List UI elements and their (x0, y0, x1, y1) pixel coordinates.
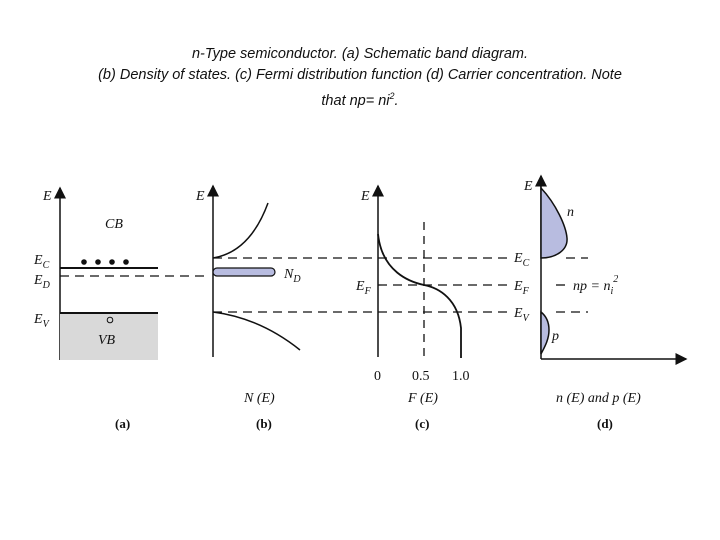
donor-electron (109, 259, 115, 265)
caption-line-2: (b) Density of states. (c) Fermi distribution function (d) Carrier concentration. Note (98, 67, 622, 83)
panel-a-band-diagram (33, 188, 160, 431)
panel-b-tag: (b) (256, 416, 272, 431)
panel-c-fermi-function (355, 186, 470, 431)
panel-d-ev-label: $E_V$ (514, 306, 529, 324)
tick-1-0: 1.0 (452, 369, 470, 384)
panel-d-carrier-concentration (513, 176, 686, 431)
cb-label: CB (105, 217, 123, 232)
panel-c-x-label: F (E) (408, 391, 438, 406)
conduction-dos-curve (213, 203, 268, 258)
electron-distribution-n (541, 188, 567, 258)
ed-label: $E_D$ (34, 273, 50, 291)
caption-line-1: n-Type semiconductor. (a) Schematic band diagram. (191, 46, 529, 62)
panel-b-axis-label: E (196, 189, 205, 204)
panel-b-density-of-states (195, 186, 301, 431)
panel-c-tag: (c) (415, 416, 430, 431)
donor-states-bar (213, 268, 275, 276)
panel-d-tag: (d) (597, 416, 613, 431)
ev-label: $E_V$ (34, 312, 49, 330)
fermi-dirac-curve (378, 234, 461, 358)
tick-0: 0 (374, 369, 381, 384)
panel-a-tag: (a) (115, 416, 131, 431)
panel-c-axis-label: E (361, 189, 370, 204)
panel-a-axis-label: E (43, 189, 52, 204)
vb-label: VB (98, 333, 116, 348)
ef-label: $E_F$ (356, 279, 371, 297)
panel-d-x-label: n (E) and p (E) (556, 391, 641, 406)
donor-electron (95, 259, 101, 265)
np-equation: np = $n_i^2$ (573, 274, 619, 297)
donor-electron (123, 259, 129, 265)
p-label: p (552, 329, 559, 344)
ec-label: $E_C$ (34, 253, 50, 271)
hole-distribution-p (541, 312, 549, 354)
nd-label: $N_D$ (284, 267, 301, 285)
panel-d-axis-label: E (524, 179, 533, 194)
caption-line-3: that $np= ni^2$. (321, 91, 399, 109)
tick-0-5: 0.5 (412, 369, 430, 384)
donor-electron (81, 259, 87, 265)
panel-d-ec-label: $E_C$ (514, 251, 530, 269)
valence-dos-curve (213, 312, 300, 350)
n-label: n (567, 205, 574, 220)
panel-d-ef-label: $E_F$ (514, 279, 529, 297)
panel-b-x-label: N (E) (244, 391, 275, 406)
